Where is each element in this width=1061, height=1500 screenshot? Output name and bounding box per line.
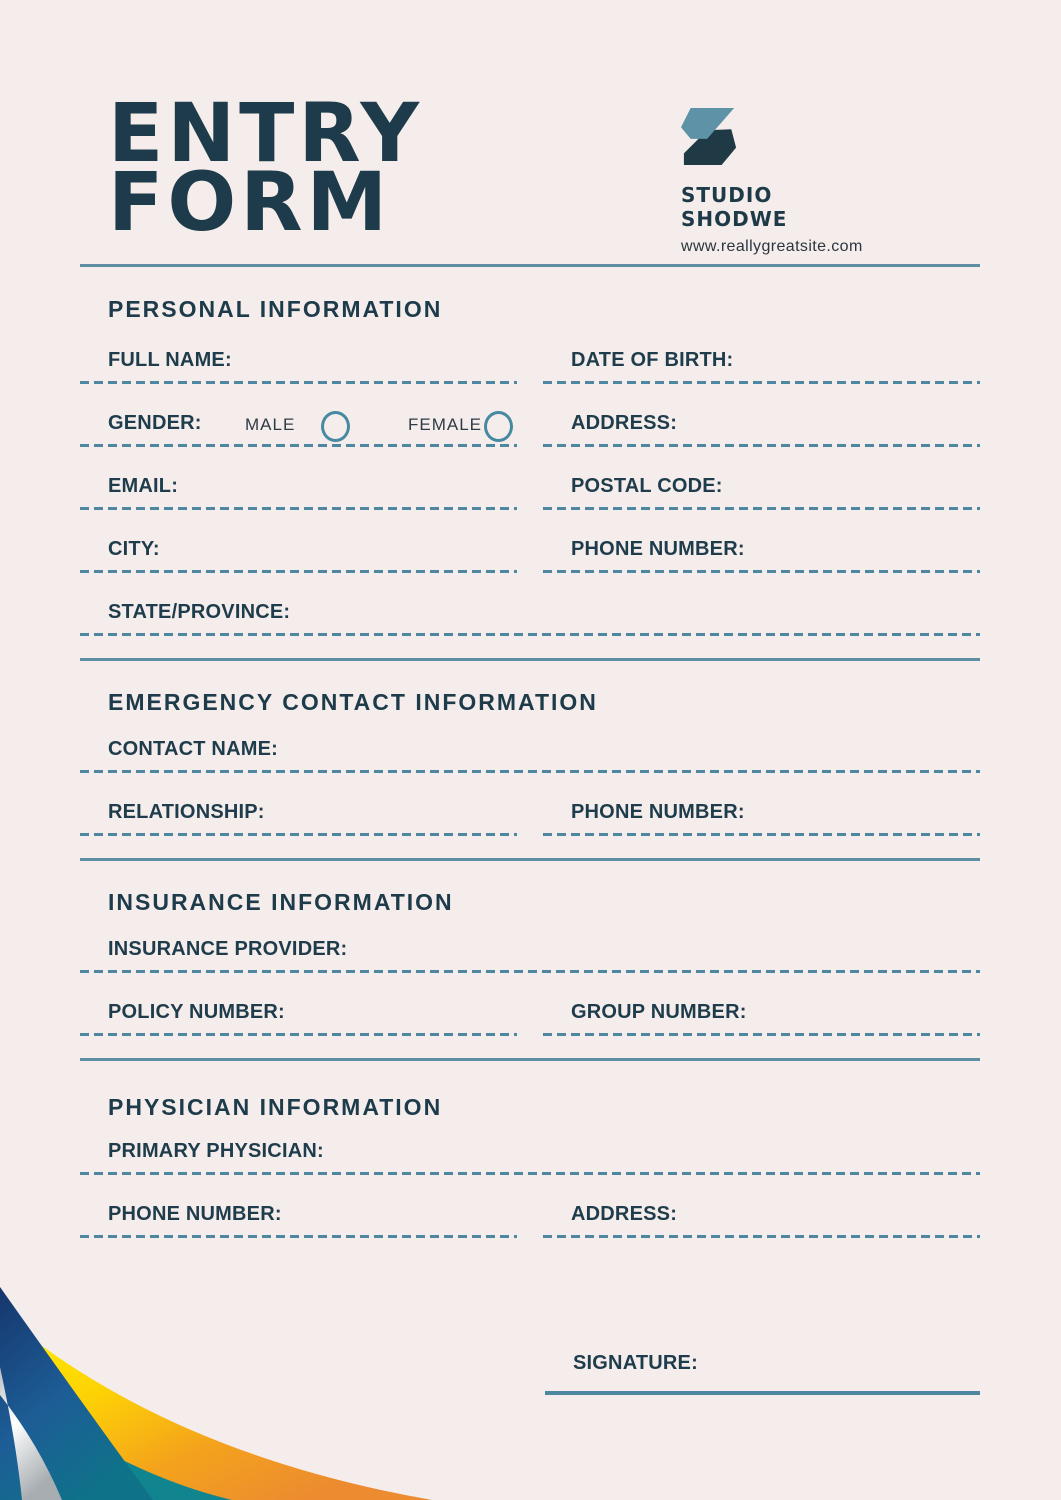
field-physician-address: [543, 1175, 980, 1238]
field-relationship: [80, 773, 517, 836]
brand-name-line1: STUDIO: [681, 183, 773, 207]
field-city: [80, 510, 517, 573]
corner-swoosh-decoration: [0, 1245, 600, 1500]
primary-physician-label: PRIMARY PHYSICIAN:: [108, 1140, 324, 1162]
gender-female-label: FEMALE: [408, 415, 483, 434]
form-row: [80, 1175, 980, 1238]
field-policy-number: [80, 973, 517, 1036]
physician-address-input-line[interactable]: [543, 1235, 980, 1238]
brand-name-line2: SHODWE: [681, 207, 788, 231]
field-full-name: [80, 322, 517, 384]
field-address: [543, 384, 980, 447]
city-label: CITY:: [108, 538, 160, 560]
group-number-input-line[interactable]: [543, 1033, 980, 1036]
policy-number-label: POLICY NUMBER:: [108, 1001, 285, 1023]
form-row: [80, 573, 980, 636]
physician-phone-number-label: PHONE NUMBER:: [108, 1203, 282, 1225]
field-insurance-provider: [80, 915, 980, 973]
field-primary-physician: [80, 1120, 980, 1175]
page-title: [108, 87, 423, 250]
brand-name: [681, 183, 921, 231]
form-row: [80, 322, 980, 384]
form-row: [80, 447, 980, 510]
page-title-line1: ENTRY: [108, 87, 423, 181]
gender-female-radio[interactable]: [484, 411, 513, 442]
field-postal-code: [543, 447, 980, 510]
form-row: [80, 773, 980, 836]
signature-label: SIGNATURE:: [573, 1352, 698, 1374]
field-group-number: [543, 973, 980, 1036]
section-title-insurance: INSURANCE INFORMATION: [108, 889, 454, 915]
postal-code-label: POSTAL CODE:: [571, 475, 723, 497]
date-of-birth-label: DATE OF BIRTH:: [571, 349, 734, 371]
gender-label: GENDER:: [108, 412, 202, 434]
brand-website: www.reallygreatsite.com: [681, 238, 863, 255]
field-physician-phone-number: [80, 1175, 517, 1238]
section-divider: [80, 1058, 980, 1061]
state-province-input-line[interactable]: [80, 633, 980, 636]
group-number-label: GROUP NUMBER:: [571, 1001, 747, 1023]
emergency-phone-number-label: PHONE NUMBER:: [571, 801, 745, 823]
signature-block: [545, 1352, 980, 1397]
full-name-label: FULL NAME:: [108, 349, 232, 371]
form-row: [80, 915, 980, 973]
section-divider: [80, 658, 980, 661]
section-title-physician: PHYSICIAN INFORMATION: [108, 1094, 443, 1120]
state-province-label: STATE/PROVINCE:: [108, 601, 291, 623]
field-phone-number: [543, 510, 980, 573]
form-row: [80, 384, 980, 447]
section-title-personal: PERSONAL INFORMATION: [108, 296, 443, 322]
physician-phone-number-input-line[interactable]: [80, 1235, 517, 1238]
signature-line[interactable]: [545, 1391, 980, 1395]
field-contact-name: [80, 715, 980, 773]
field-state-province: [80, 573, 980, 636]
relationship-input-line[interactable]: [80, 833, 517, 836]
contact-name-label: CONTACT NAME:: [108, 738, 278, 760]
field-date-of-birth: [543, 322, 980, 384]
insurance-provider-label: INSURANCE PROVIDER:: [108, 938, 348, 960]
relationship-label: RELATIONSHIP:: [108, 801, 265, 823]
form-row: [80, 1120, 980, 1175]
section-divider: [80, 858, 980, 861]
section-title-emergency: EMERGENCY CONTACT INFORMATION: [108, 689, 598, 715]
field-emergency-phone-number: [543, 773, 980, 836]
header-divider: [80, 264, 980, 267]
form-body: [80, 296, 980, 1238]
emergency-phone-number-input-line[interactable]: [543, 833, 980, 836]
field-gender: [80, 384, 517, 447]
brand-block: [681, 104, 921, 256]
page-title-line2: FORM: [108, 156, 392, 250]
form-row: [80, 510, 980, 573]
studio-shodwe-logo-icon: [681, 104, 739, 168]
form-row: [80, 973, 980, 1036]
phone-number-label: PHONE NUMBER:: [571, 538, 745, 560]
gender-male-radio[interactable]: [321, 411, 350, 442]
address-label: ADDRESS:: [571, 412, 678, 434]
policy-number-input-line[interactable]: [80, 1033, 517, 1036]
email-label: EMAIL:: [108, 475, 179, 497]
gender-male-label: MALE: [245, 415, 296, 434]
form-row: [80, 715, 980, 773]
field-email: [80, 447, 517, 510]
physician-address-label: ADDRESS:: [571, 1203, 678, 1225]
